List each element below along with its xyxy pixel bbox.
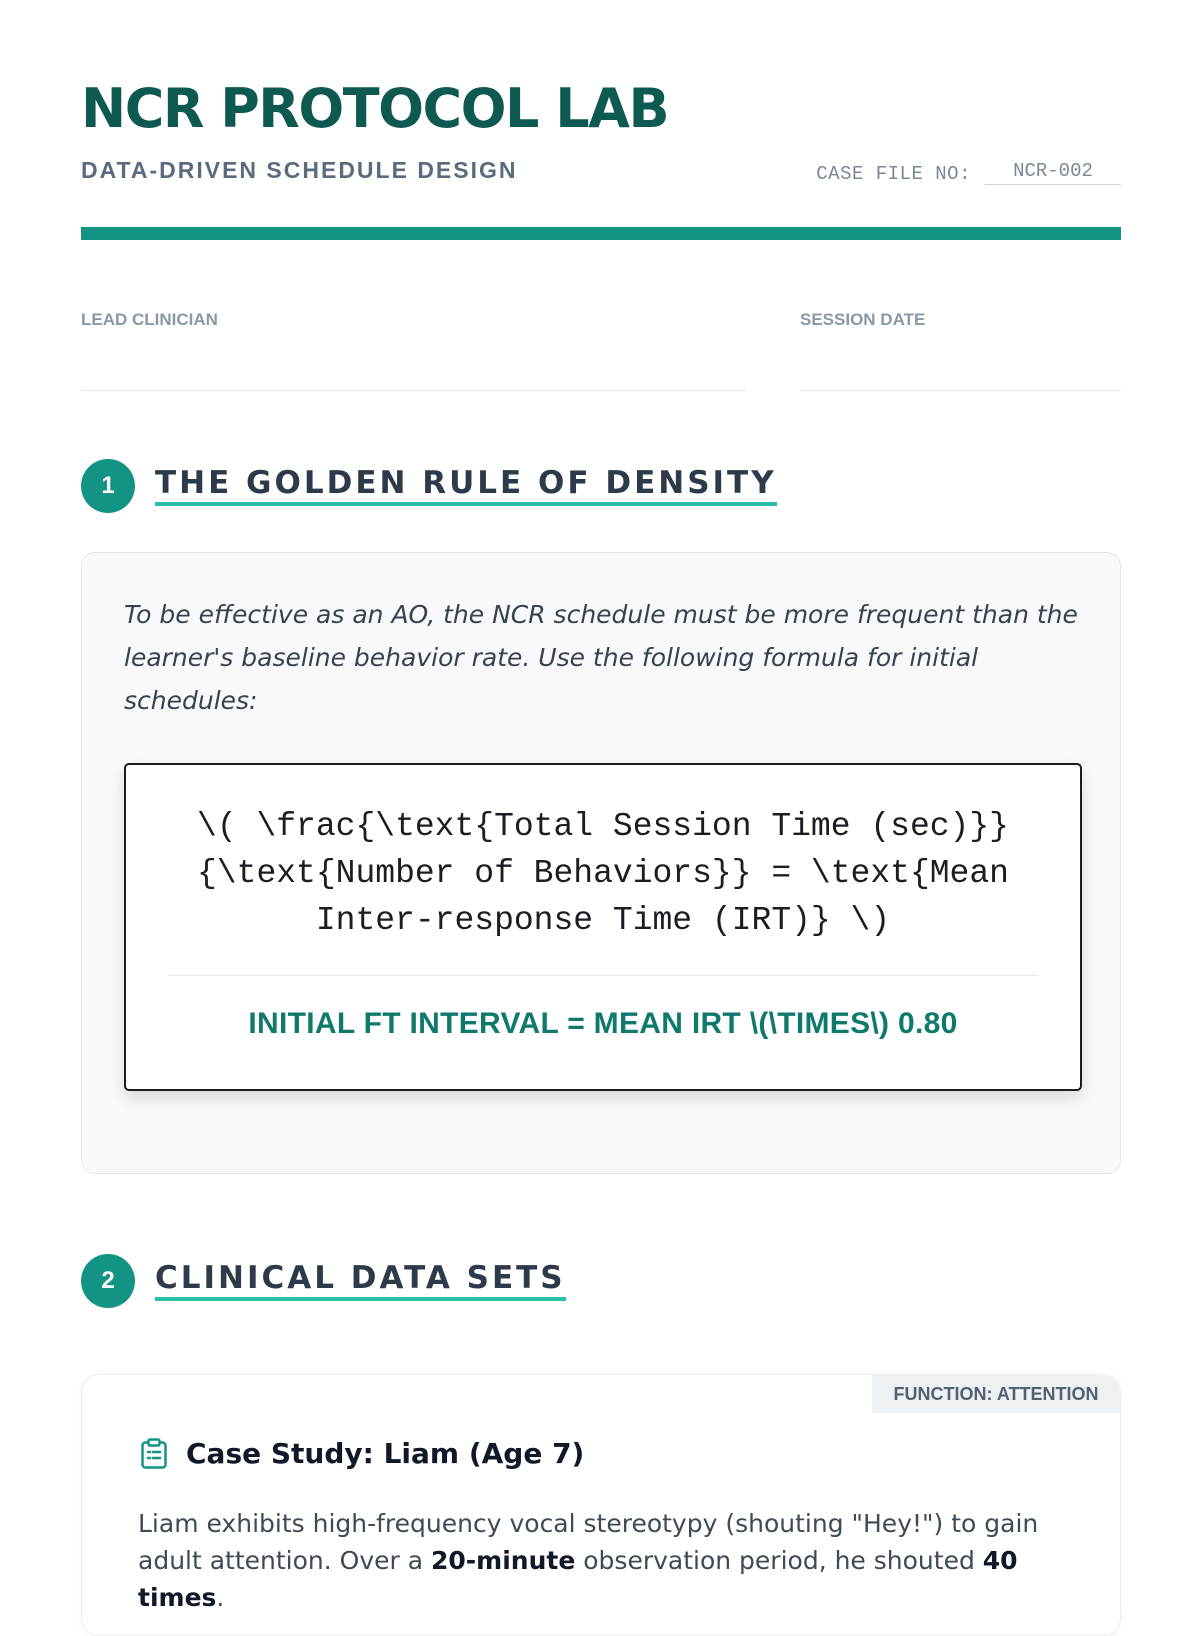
section-title: CLINICAL DATA SETS — [155, 1261, 566, 1301]
lead-clinician-field[interactable] — [81, 390, 746, 391]
clipboard-icon — [140, 1438, 168, 1470]
case-study-description — [138, 1505, 1088, 1616]
case-file-field — [816, 160, 1121, 185]
lead-clinician-label: LEAD CLINICIAN — [81, 310, 218, 329]
session-date-label: SESSION DATE — [800, 310, 926, 329]
formula-box — [124, 763, 1082, 1091]
section-number-badge: 1 — [81, 459, 135, 513]
case-text: observation period, he shouted — [575, 1546, 983, 1575]
case-study-header — [140, 1437, 584, 1470]
golden-rule-card — [81, 552, 1121, 1174]
worksheet-page — [81, 0, 1121, 1612]
case-study-title: Case Study: Liam (Age 7) — [186, 1437, 585, 1470]
section-1-header — [81, 459, 777, 513]
section-number-badge: 2 — [81, 1254, 135, 1308]
ft-interval-formula: INITIAL FT INTERVAL = MEAN IRT \(\TIMES\) 0.80 — [248, 1007, 958, 1040]
page-title: NCR PROTOCOL LAB — [81, 77, 669, 140]
case-study-card — [81, 1374, 1121, 1636]
section-2-header — [81, 1254, 566, 1308]
formula-divider — [168, 975, 1038, 976]
observation-duration: 20-minute — [431, 1546, 576, 1575]
case-text: . — [216, 1583, 225, 1612]
case-file-label: CASE FILE NO: — [816, 163, 971, 185]
golden-rule-intro: To be effective as an AO, the NCR schedule must be more frequent than the learner's baseline behavior rate. Use the following formula for initial schedules: — [124, 600, 1078, 715]
case-file-input[interactable]: NCR-002 — [985, 160, 1121, 185]
irt-formula: \( \frac{\text{Total Session Time (sec)}}{\text{Number of Behaviors}} = \text{Mean Inter-response Time (IRT)} \) — [197, 808, 1009, 939]
header-divider — [81, 227, 1121, 240]
section-title: THE GOLDEN RULE OF DENSITY — [155, 466, 777, 506]
case-text: Liam exhibits high-frequency vocal stereotypy (shouting "Hey!") to gain adult attention. Over a — [138, 1509, 1039, 1575]
page-subtitle: DATA-DRIVEN SCHEDULE DESIGN — [81, 157, 518, 183]
function-tag: FUNCTION: ATTENTION — [872, 1375, 1120, 1413]
session-date-field[interactable] — [800, 390, 1121, 391]
behavior-count: 40 times — [138, 1546, 1018, 1612]
